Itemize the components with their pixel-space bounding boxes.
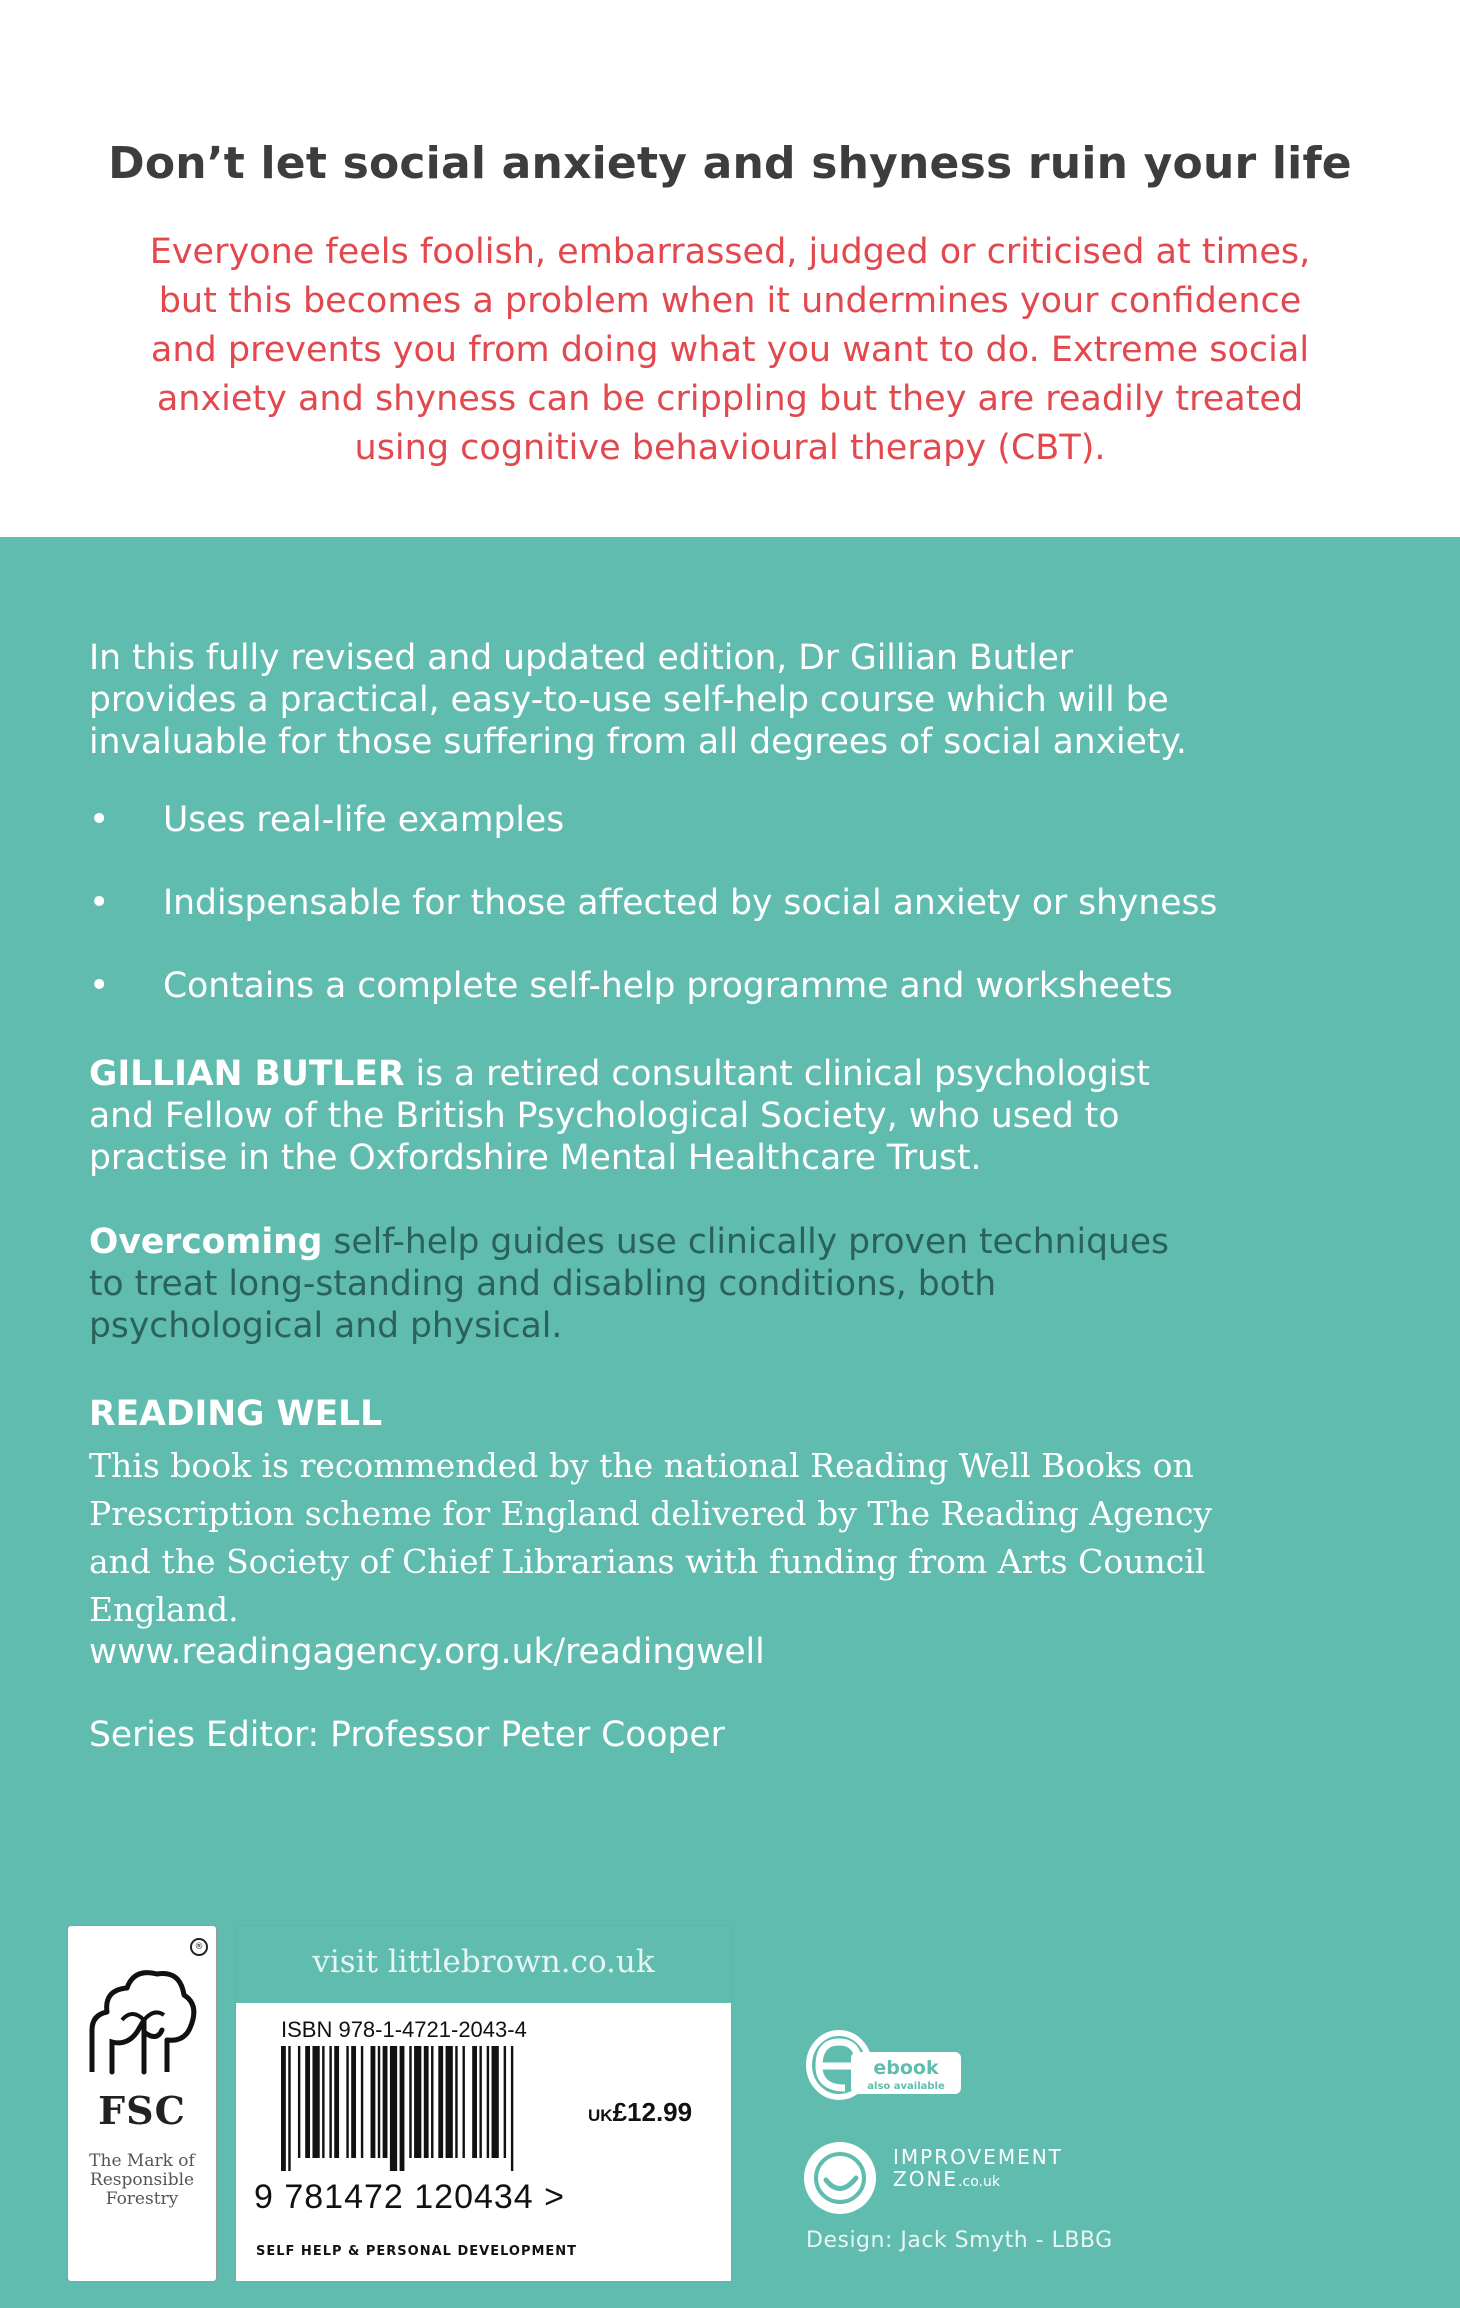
author-line: and Fellow of the British Psychological Society, who used to [89, 1096, 1120, 1136]
barcode-bar [438, 2046, 443, 2158]
barcode-bar [383, 2046, 388, 2158]
barcode-bar [414, 2046, 421, 2158]
fsc-tagline-line: Forestry [105, 2189, 179, 2209]
intro-line: anxiety and shyness can be crippling but they are readily treated [156, 379, 1304, 419]
fsc-tree-icon [82, 1960, 202, 2082]
design-credit: Design: Jack Smyth - LBBG [806, 2228, 1113, 2253]
fsc-tagline-line: Responsible [89, 2170, 195, 2190]
improvement-zone-line1: IMPROVEMENT [893, 2145, 1063, 2169]
feature-list [89, 799, 1419, 1048]
series-line: psychological and physical. [89, 1306, 563, 1346]
price-value: £12.99 [612, 2097, 693, 2127]
intro-line: but this becomes a problem when it undermines your confidence [158, 281, 1302, 321]
barcode-bar [479, 2046, 481, 2158]
series-line: self-help guides use clinically proven techniques [322, 1222, 1170, 1262]
barcode-bar [463, 2046, 465, 2158]
series-blurb [89, 1221, 1349, 1347]
author-line: practise in the Oxfordshire Mental Healthcare Trust. [89, 1138, 982, 1178]
ebook-word: ebook [873, 2057, 939, 2079]
intro-line: and prevents you from doing what you want to do. Extreme social [150, 330, 1310, 370]
isbn-text: ISBN 978-1-4721-2043-4 [281, 2017, 527, 2042]
headline: Don’t let social anxiety and shyness ruin your life [108, 138, 1352, 189]
barcode-bar [472, 2046, 477, 2158]
barcode-bar [492, 2046, 499, 2158]
barcode-bar [400, 2046, 405, 2171]
barcode-bar [351, 2046, 356, 2158]
improvement-zone-suffix: .co.uk [958, 2174, 1000, 2190]
barcode-bar [446, 2046, 453, 2158]
barcode-bar [346, 2046, 348, 2158]
ebook-sub: also available [867, 2081, 945, 2092]
reading-well-url: www.readingagency.org.uk/readingwell [89, 1632, 765, 1672]
fsc-tagline-line: The Mark of [89, 2151, 195, 2171]
bullet-marker: • [89, 800, 110, 840]
reading-well-line: England. [89, 1590, 239, 1629]
top-section [0, 0, 1460, 537]
bullet-text: Indispensable for those affected by social anxiety or shyness [163, 883, 1218, 923]
reading-well-body [89, 1442, 1359, 1634]
improvement-zone-text [893, 2146, 1063, 2193]
barcode-bar [424, 2046, 429, 2158]
barcode-bar [322, 2046, 324, 2158]
fsc-label: FSC [98, 2088, 186, 2133]
publisher-url: visit littlebrown.co.uk [312, 1944, 655, 1980]
barcode-bar [361, 2046, 363, 2158]
author-name: GILLIAN BUTLER [89, 1054, 405, 1094]
ebook-badge-icon [805, 2030, 965, 2100]
improvement-zone-logo-icon [800, 2138, 880, 2218]
lead-paragraph [89, 637, 1409, 763]
intro-line: Everyone feels foolish, embarrassed, judged or criticised at times, [149, 232, 1311, 272]
reading-well-heading: READING WELL [89, 1394, 383, 1434]
lead-line: invaluable for those suffering from all degrees of social anxiety. [89, 722, 1187, 762]
list-item [89, 799, 1419, 882]
barcode-box [235, 1925, 732, 2282]
lead-line: In this fully revised and updated edition, Dr Gillian Butler [89, 638, 1074, 678]
barcode-bar [334, 2046, 339, 2158]
intro-paragraph [80, 228, 1380, 473]
barcode-bar [409, 2046, 411, 2158]
barcode-bar [511, 2046, 513, 2171]
barcode-bar [378, 2046, 380, 2158]
price-prefix: UK [588, 2106, 613, 2125]
series-brand: Overcoming [89, 1222, 323, 1262]
barcode-bar [371, 2046, 376, 2158]
bullet-marker: • [89, 966, 110, 1006]
barcode-bar [455, 2046, 457, 2158]
barcode-icon [281, 2046, 611, 2171]
reading-well-line: and the Society of Chief Librarians with funding from Arts Council [89, 1542, 1206, 1581]
series-line: to treat long-standing and disabling conditions, both [89, 1264, 997, 1304]
author-bio [89, 1053, 1409, 1179]
barcode-bar [312, 2046, 319, 2158]
intro-line: using cognitive behavioural therapy (CBT). [354, 428, 1106, 468]
fsc-logo-box [67, 1925, 217, 2282]
barcode-bar [329, 2046, 331, 2158]
barcode-bar [298, 2046, 300, 2158]
price [588, 2097, 692, 2128]
lead-line: provides a practical, easy-to-use self-help course which will be [89, 680, 1169, 720]
author-line: is a retired consultant clinical psychologist [404, 1054, 1150, 1094]
bullet-text: Contains a complete self-help programme and worksheets [163, 966, 1173, 1006]
barcode-bar [431, 2046, 433, 2158]
barcode-bar [390, 2046, 397, 2171]
barcode-bar [487, 2046, 489, 2158]
series-editor: Series Editor: Professor Peter Cooper [89, 1715, 725, 1755]
reading-well-line: Prescription scheme for England delivered by The Reading Agency [89, 1494, 1213, 1533]
barcode-bar [288, 2046, 290, 2171]
barcode-bar [305, 2046, 310, 2158]
visit-band [236, 1926, 731, 2011]
barcode-bar [504, 2046, 506, 2158]
list-item [89, 965, 1419, 1048]
list-item [89, 882, 1419, 965]
fsc-tagline [74, 2152, 210, 2209]
registered-mark-icon: ® [190, 1938, 208, 1956]
barcode-bar [281, 2046, 286, 2171]
book-category: SELF HELP & PERSONAL DEVELOPMENT [256, 2244, 578, 2259]
barcode-digits: 9 781472 120434 > [254, 2178, 566, 2216]
reading-well-line: This book is recommended by the national Reading Well Books on [89, 1446, 1194, 1485]
bullet-marker: • [89, 883, 110, 923]
bullet-text: Uses real-life examples [163, 800, 565, 840]
improvement-zone-line2: ZONE [893, 2167, 959, 2191]
